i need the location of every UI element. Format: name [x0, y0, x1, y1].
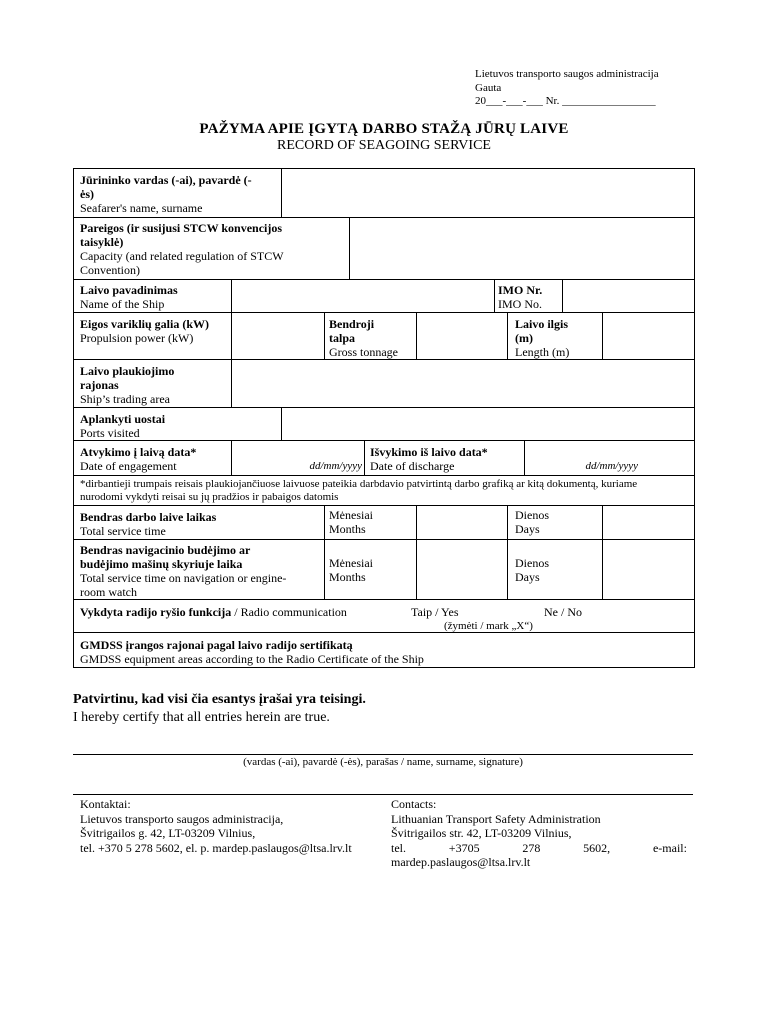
watch-months-field[interactable] [421, 543, 503, 595]
trading-area-label-lt: Laivo plaukiojimo [80, 364, 175, 378]
discharge-date-label-en: Date of discharge [370, 459, 455, 473]
gmdss-areas-label-lt: GMDSS įrangos rajonai pagal laivo radijo sertifikatą [80, 638, 353, 652]
watch-time-label-lt-cont: budėjimo mašinų skyriuje laika [80, 557, 243, 571]
months-label-lt: Mėnesiai [329, 508, 373, 522]
authority-name: Lietuvos transporto saugos administracija [475, 68, 659, 80]
discharge-date-label [370, 445, 522, 473]
tel-label-en: tel. [391, 840, 406, 855]
phone-part-1: +3705 [448, 840, 480, 855]
registration-date-number[interactable]: 20___-___-___ Nr. _________________ [475, 95, 656, 107]
certification-statement-lt: Patvirtinu, kad visi čia esantys įrašai yra teisingi. [73, 692, 366, 707]
document-title-en: RECORD OF SEAGOING SERVICE [277, 138, 491, 153]
watch-months-label [329, 556, 415, 584]
total-service-months-label [329, 508, 415, 536]
contacts-email-en[interactable]: mardep.paslaugos@ltsa.lrv.lt [391, 855, 531, 869]
gross-tonnage-label-lt-cont: talpa [329, 331, 356, 345]
length-label-en: Length (m) [515, 345, 570, 359]
watch-time-label-lt: Bendras navigacinio budėjimo ar [80, 543, 251, 557]
radio-function-label-en: / Radio communication [231, 605, 347, 619]
imo-label-lt: IMO Nr. [498, 283, 543, 297]
trading-area-label-en: Ship’s trading area [80, 392, 170, 406]
contacts-divider [73, 794, 693, 795]
contacts-en [391, 797, 687, 870]
contacts-org-lt: Lietuvos transporto saugos administracija, [80, 811, 284, 826]
trading-area-label-lt-cont: rajonas [80, 378, 119, 392]
gross-tonnage-label-lt: Bendroji [329, 317, 375, 331]
contacts-lt [80, 797, 380, 855]
certification-statement-en: I hereby certify that all entries herein are true. [73, 710, 330, 725]
radio-yes-option[interactable]: Taip / Yes [411, 605, 459, 619]
months-label-en: Months [329, 522, 366, 536]
total-service-days-label [515, 508, 601, 536]
total-service-label [80, 510, 320, 538]
contacts-phone-email-lt: tel. +370 5 278 5602, el. p. mardep.paslaugos@ltsa.lrv.lt [80, 840, 352, 855]
contacts-phone-row-en [391, 841, 687, 856]
short-voyage-footnote [80, 478, 690, 503]
contacts-address-lt: Švitrigailos g. 42, LT-03209 Vilnius, [80, 826, 256, 840]
signature-label: (vardas (-ai), pavardė (-ės), parašas / name, surname, signature) [243, 756, 523, 768]
footnote-line-2: nurodomi vykdyti reisai su jų pradžios ir pabaigos datomis [80, 490, 339, 503]
watch-time-label-en-cont: room watch [80, 585, 137, 599]
contacts-heading-en: Contacts: [391, 797, 437, 811]
total-service-months-field[interactable] [421, 509, 503, 535]
ports-visited-label [80, 412, 278, 440]
gross-tonnage-label-en: Gross tonnage [329, 345, 398, 359]
capacity-label-en: Capacity (and related regulation of STCW [80, 249, 284, 263]
capacity-label-en-cont: Convention) [80, 263, 140, 277]
discharge-date-label-lt: Išvykimo iš laivo data* [370, 445, 488, 459]
watch-months-label-en: Months [329, 570, 366, 584]
trading-area-label [80, 364, 230, 406]
ship-name-label-en: Name of the Ship [80, 297, 165, 311]
discharge-date-field[interactable]: dd/mm/yyyy [585, 460, 638, 472]
total-service-label-lt: Bendras darbo laive laikas [80, 510, 217, 524]
ports-visited-field[interactable] [286, 411, 688, 437]
watch-days-label-en: Days [515, 570, 540, 584]
length-label-lt-cont: (m) [515, 331, 533, 345]
engagement-date-label-lt: Atvykimo į laivą data* [80, 445, 197, 459]
watch-time-label [80, 543, 320, 599]
contacts-address-en: Švitrigailos str. 42, LT-03209 Vilnius, [391, 826, 572, 840]
total-service-label-en: Total service time [80, 524, 166, 538]
engagement-date-field[interactable]: dd/mm/yyyy [309, 460, 362, 472]
seagoing-service-form [73, 168, 695, 668]
watch-days-label-lt: Dienos [515, 556, 549, 570]
phone-part-3: 5602, [583, 840, 611, 855]
trading-area-field[interactable] [236, 363, 688, 403]
total-service-days-field[interactable] [607, 509, 689, 535]
days-label-lt: Dienos [515, 508, 549, 522]
ship-name-field[interactable] [236, 283, 488, 309]
email-label-en: e-mail: [652, 840, 687, 855]
propulsion-label-en: Propulsion power (kW) [80, 331, 194, 345]
footnote-line-1: *dirbantieji trumpais reisais plaukiojančiuose laivuose pateikia darbdavio patvirtintą darbo grafiką ar kitą dokumentą, kuriame [80, 478, 638, 490]
watch-days-label [515, 556, 601, 584]
propulsion-field[interactable] [236, 317, 320, 355]
imo-number-field[interactable] [568, 283, 688, 309]
length-field[interactable] [607, 317, 689, 355]
imo-label-en: IMO No. [498, 297, 542, 311]
contacts-heading-lt: Kontaktai: [80, 797, 131, 811]
watch-days-field[interactable] [607, 543, 689, 595]
days-label-en: Days [515, 522, 540, 536]
authority-header [475, 68, 659, 109]
seafarer-label-lt: Jūrininko vardas (-ai), pavardė (- [80, 173, 252, 187]
propulsion-label [80, 317, 230, 345]
seafarer-name-field[interactable] [286, 175, 686, 211]
capacity-label-lt-cont: taisyklė) [80, 235, 124, 249]
capacity-label-lt: Pareigos (ir susijusi STCW konvencijos [80, 221, 283, 235]
length-label-lt: Laivo ilgis [515, 317, 569, 331]
capacity-label [80, 221, 348, 277]
watch-months-label-lt: Mėnesiai [329, 556, 373, 570]
radio-mark-instruction: (žymėti / mark „X“) [444, 620, 533, 632]
phone-part-2: 278 [522, 840, 541, 855]
gmdss-areas-label-en: GMDSS equipment areas according to the Radio Certificate of the Ship [80, 652, 424, 666]
document-title-lt: PAŽYMA APIE ĮGYTĄ DARBO STAŽĄ JŪRŲ LAIVE [199, 121, 569, 137]
gross-tonnage-field[interactable] [421, 317, 503, 355]
imo-label [498, 283, 560, 311]
received-label: Gauta [475, 81, 502, 94]
engagement-date-label [80, 445, 230, 473]
ship-name-label [80, 283, 230, 311]
radio-function-label [80, 605, 400, 619]
watch-time-label-en: Total service time on navigation or engine- [80, 571, 287, 585]
radio-no-option[interactable]: Ne / No [544, 605, 582, 619]
propulsion-label-lt: Eigos variklių galia (kW) [80, 317, 210, 331]
gmdss-areas-label [80, 638, 690, 666]
engagement-date-label-en: Date of engagement [80, 459, 177, 473]
length-label [515, 317, 601, 359]
seafarer-label [80, 173, 278, 215]
signature-line[interactable] [73, 754, 693, 755]
ports-visited-label-en: Ports visited [80, 426, 140, 440]
ports-visited-label-lt: Aplankyti uostai [80, 412, 166, 426]
radio-function-label-lt: Vykdyta radijo ryšio funkcija [80, 605, 232, 619]
seafarer-label-lt-cont: ės) [80, 187, 94, 201]
capacity-field[interactable] [354, 223, 684, 273]
contacts-org-en: Lithuanian Transport Safety Administration [391, 811, 601, 826]
gross-tonnage-label [329, 317, 415, 359]
seafarer-label-en: Seafarer's name, surname [80, 201, 203, 215]
ship-name-label-lt: Laivo pavadinimas [80, 283, 178, 297]
